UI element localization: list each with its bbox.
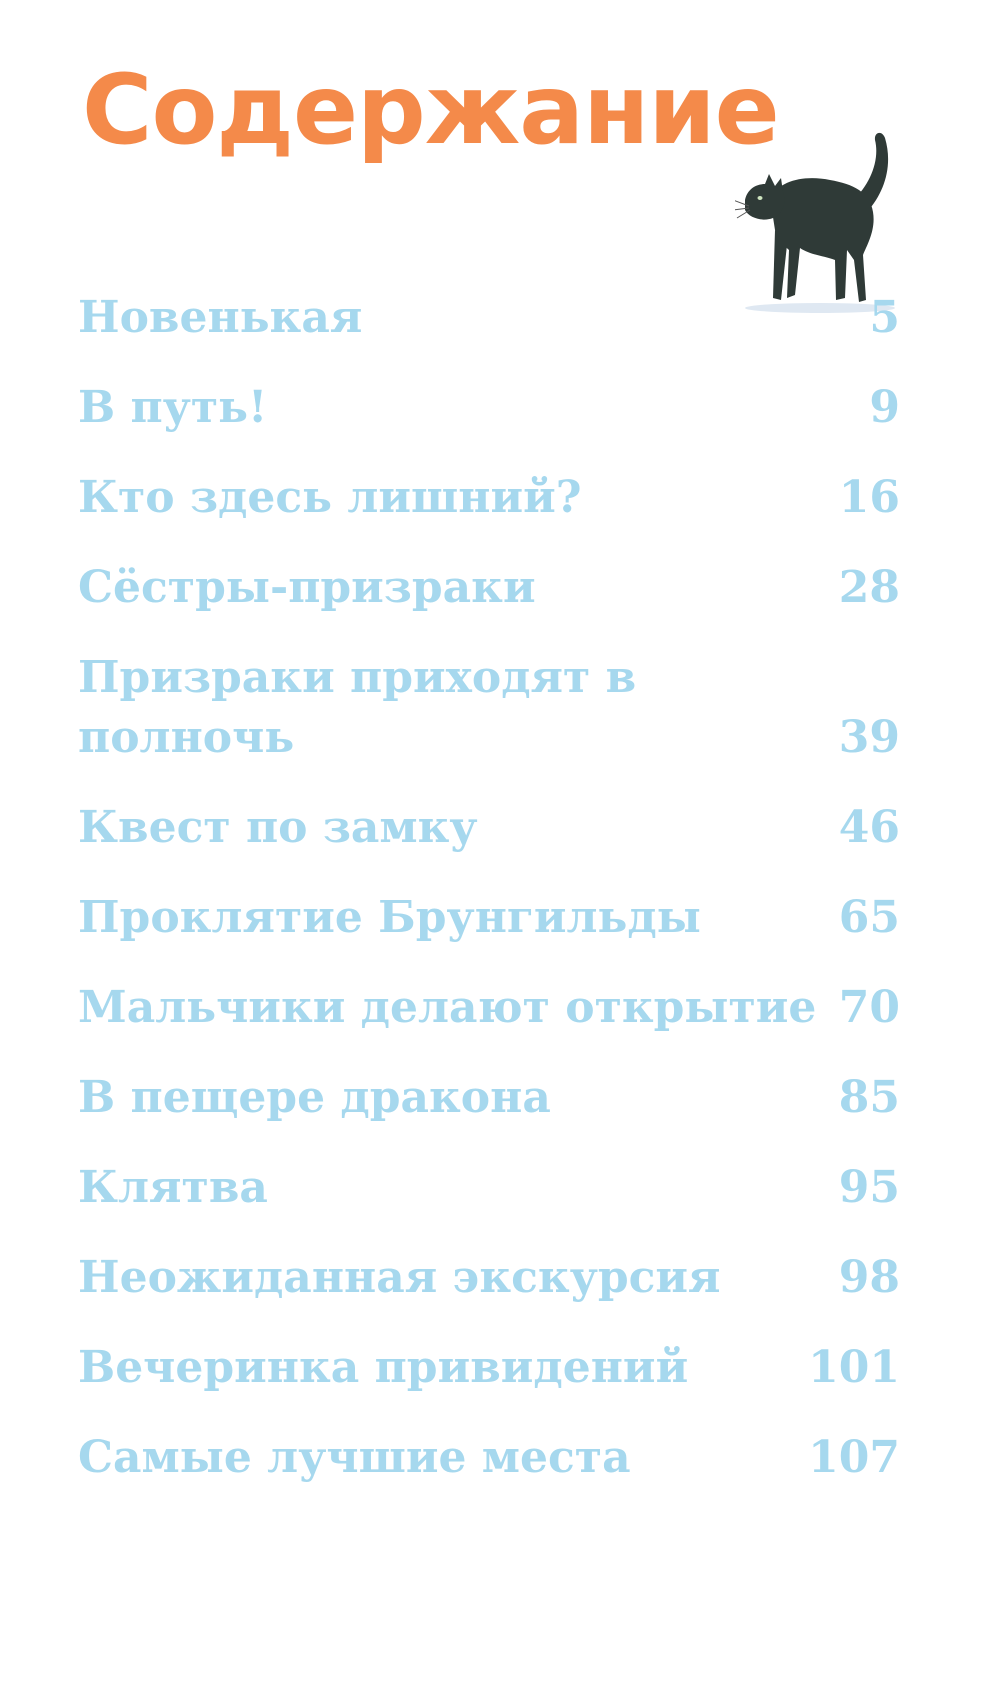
toc-entry-title: Кто здесь лишний? [78,472,582,523]
toc-entry-title: В путь! [78,382,268,433]
toc-entry-page: 101 [808,1342,900,1393]
toc-entry-page: 107 [808,1432,900,1483]
toc-entry-page: 28 [838,562,900,613]
toc-entry-page: 46 [838,802,900,853]
toc-entry-page: 9 [869,382,900,433]
toc-entry-page: 65 [838,892,900,943]
toc-entry-title: Клятва [78,1162,268,1213]
toc-entry-page: 98 [838,1252,900,1303]
toc-entry-page: 16 [838,472,900,523]
toc-entry-title: Сёстры-призраки [78,562,536,613]
toc-entry-title: В пещере дракона [78,1072,551,1123]
toc-entry-page: 5 [869,292,900,343]
toc-entry-title: Новенькая [78,292,363,343]
toc-entry-page: 39 [838,712,900,763]
toc-entry-page: 70 [838,982,900,1033]
toc-entry-title: Квест по замку [78,802,478,853]
toc-entry-title: Призраки приходят в полночь [78,652,637,763]
toc-entry-title: Самые лучшие места [78,1432,631,1483]
toc-entry-title: Неожиданная экскурсия [78,1252,721,1303]
toc-entry-title: Проклятие Брунгильды [78,892,701,943]
toc-entry-page: 85 [838,1072,900,1123]
page-title: Содержание [82,54,779,166]
toc-entry-title: Вечеринка привидений [78,1342,689,1393]
toc-entry-page: 95 [838,1162,900,1213]
toc-entry-title: Мальчики делают открытие [78,982,817,1033]
